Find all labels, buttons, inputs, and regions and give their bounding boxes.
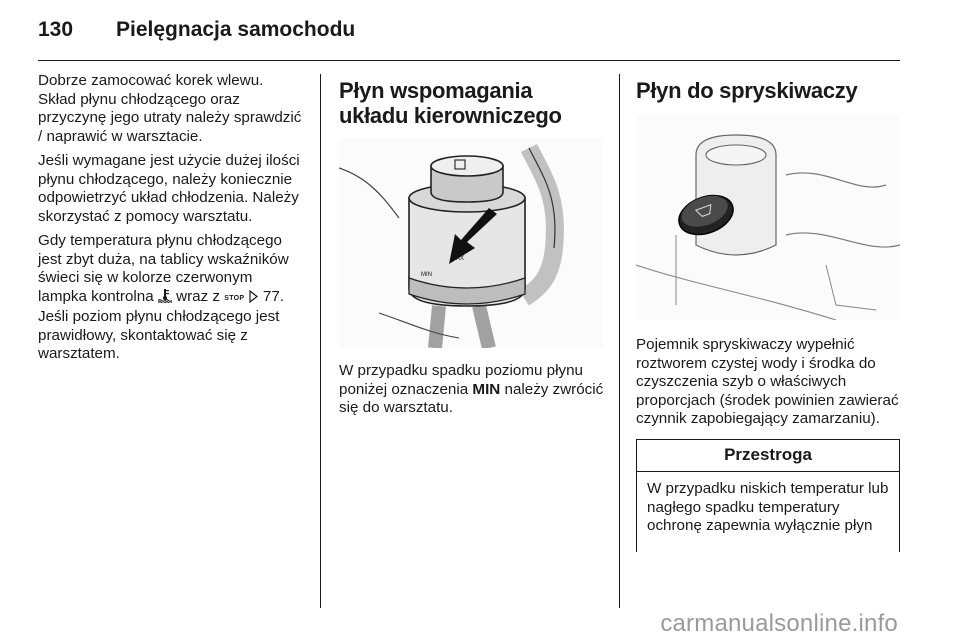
caution-title: Przestroga [637,440,899,473]
coolant-paragraph-1: Dobrze zamocować korek wlewu. Skład płynu chłodzącego oraz przyczynę jego utraty należy sprawdzić / naprawić w warsztacie. [38,72,302,145]
min-mark-label: MIN [472,380,501,398]
coolant-paragraph-2: Jeśli wymagane jest użycie dużej ilości płynu chłodzącego, należy koniecznie odpowietrzyć układ chłodzenia. Należy skorzystać z pomocy warsztatu. [38,152,300,225]
page-number: 130 [38,18,74,41]
power-steering-text-b: należy zwrócić się do warsztatu. [339,380,604,416]
washer-fluid-text: Pojemnik spryskiwaczy wypełnić roztworem czystej wody i środka do czyszczenia szyb o właściwych proporcjach (środek powinien zawierać czynnik zapobiegający zamarzaniu). [636,336,899,427]
reservoir-min-label: MIN [421,272,432,278]
stop-label: STOP [224,294,245,302]
coolant-page-reference: 77. [262,287,284,305]
coolant-paragraph-3-continued: Jeśli poziom płynu chłodzącego jest prawidłowy, skontaktować się z warsztatem. [38,308,280,362]
washer-fluid-heading: Płyn do spryskiwaczy [636,78,858,103]
power-steering-heading: Płyn wspomagania układu kierowniczego [339,78,562,128]
header-rule [38,60,900,61]
coolant-temperature-icon [158,288,172,309]
coolant-paragraph-3-text: Gdy temperatura płynu chłodzącego jest zbyt duża, na tablicy wskaźników świeci się w kolorze czerwonym lampka kontrolna [38,232,289,305]
caution-body: W przypadku niskich temperatur lub nagłego spadku temperatury ochronę zapewnia wyłącznie płyn [647,480,889,534]
column-separator-2 [619,74,620,608]
power-steering-text-a: W przypadku spadku poziomu płynu poniżej oznaczenia [339,362,583,398]
reservoir-max-label: MAX [451,256,465,262]
page-reference-icon [249,290,259,309]
column-coolant [38,72,304,370]
coolant-paragraph-3 [38,232,304,364]
chapter-title: Pielęgnacja samochodu [116,18,356,41]
caution-box [636,439,900,552]
power-steering-reservoir-illustration [339,138,603,348]
column-washer-fluid [636,72,904,552]
washer-reservoir-illustration [636,115,900,320]
power-steering-text [339,362,607,418]
column-separator-1 [320,74,321,608]
coolant-paragraph-3-wraz: wraz z [176,287,221,305]
column-power-steering [339,72,607,424]
watermark: carmanualsonline.info [660,610,898,637]
